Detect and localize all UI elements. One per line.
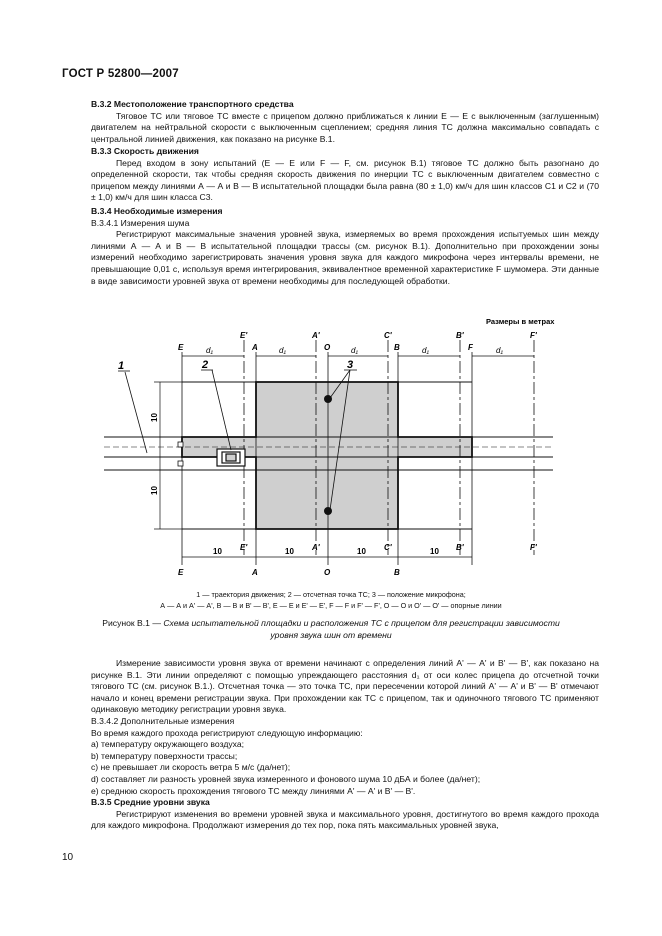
heading-b33: В.3.3 Скорость движения [91,146,199,156]
figure-legend [62,590,600,611]
vehicle-reference-point [217,449,245,466]
dim-10-4: 10 [430,547,439,556]
page-header: ГОСТ Р 52800—2007 [62,68,179,80]
d1-label-5: d₁ [496,346,503,355]
heading-b32: В.3.2 Местоположение транспортного средства [91,99,294,109]
marker-E-upper [178,442,183,447]
dim-10-2: 10 [285,547,294,556]
label-bottom-B-prime: B' [456,543,464,552]
caption-line-2: уровня звука шин от времени [270,629,392,640]
label-bottom-B: B [394,568,400,577]
text-b33: Перед входом в зону испытаний (Е — Е или F — F, см. рисунок В.1) тяговое ТС должно быть разогнано до определенной скорости, так чтобы средняя скорость движения по инерции ТС с выключенным двигателем совместно с прицепом между линиями А — А и В — В испытательной площадки была равна (80 ± 1,0) км/ч для шин классов С1 и С2 и (70 ± 1,0) км/ч для шин класса С3. [91,157,599,203]
text-b32: Тяговое ТС или тяговое ТС вместе с прицепом должно приближаться к линии Е — Е с выключенным (заглушенным) двигателем на нейтральной скорости с выключенным сцеплением; средняя линия ТС должна максимально совпадать с центральной линией движения, как показано на рисунке В.1. [91,110,599,144]
label-bottom-E-prime: E' [240,543,248,552]
label-top-A-prime: A' [312,331,320,340]
figure-caption [62,618,600,641]
list-item-b: b) температуру поверхности трассы; [91,750,238,761]
label-bottom-F-prime: F' [530,543,537,552]
label-bottom-C-prime: C' [384,543,392,552]
text-b342-intro: Во время каждого прохода регистрируют следующую информацию: [91,727,363,738]
section-b32 [91,99,599,145]
d1-label-2: d₁ [279,346,286,355]
label-bottom-O: O [324,568,331,577]
label-top-C-prime: C' [384,331,392,340]
microphone-lower [324,507,332,515]
subheading-b341: В.3.4.1 Измерения шума [91,217,190,228]
label-top-B-prime: B' [456,331,464,340]
label-top-E-prime: E' [240,331,248,340]
text-b341: Регистрируют максимальные значения уровней звука, измеряемых во время прохождения испытуемых шин между линиями А — А и В — В испытательной площадки трассы (см. рисунок В.1). Дополнительно при прохождении зоны измерений необходимо зарегистрировать значения уровня звука для каждого микрофона через интервалы времени, не превышающие 0,01 с, используя время интегрирования, эквивалентное временной характеристике F шумомера. Эти данные в виде зависимости уровней звука от времени необходимы для последующей обработки. [91,229,599,286]
dim-10-1: 10 [213,547,222,556]
heading-b35: В.3.5 Средние уровни звука [91,797,210,808]
list-item-c: c) не превышает ли скорость ветра 5 м/с (да/нет); [91,762,291,773]
subheading-b342: В.3.4.2 Дополнительные измерения [91,715,235,726]
heading-b34: В.3.4 Необходимые измерения [91,206,223,216]
label-top-A: A [252,343,258,352]
callout-3: 3 [347,359,354,371]
section-b33 [91,146,599,204]
legend-line-1: 1 — траектория движения; 2 — отсчетная точка ТС; 3 — положение микрофона; [196,590,466,599]
figure-b1-diagram [0,310,662,590]
label-top-F: F [468,343,473,352]
caption-line-1: Схема испытательной площадки и расположения ТС с прицепом для регистрации зависимости [163,618,560,628]
dim-10-vertical-lower: 10 [150,486,159,495]
section-after-figure [91,658,599,832]
list-item-e: e) среднюю скорость прохождения тягового ТС между линиями А' — А' и В' — В'. [91,785,416,796]
label-bottom-A: A [252,568,258,577]
callout-1-line [125,372,147,453]
list-item-d: d) составляет ли разность уровней звука измеренного и фонового шума 10 дБА и более (да/нет); [91,773,481,784]
dimensions-note: Размеры в метрах [486,317,555,326]
d1-label-3: d₁ [351,346,358,355]
list-item-a: a) температуру окружающего воздуха; [91,739,244,750]
d1-label-1: d₁ [206,346,213,355]
label-top-F-prime: F' [530,331,537,340]
text-b35: Регистрируют изменения во времени уровней звука и максимального уровня, достигнутого во время каждого прохода для каждого микрофона. Продолжают измерения до тех пор, пока пять максимальных уровней звука, [91,808,599,831]
label-top-O: O [324,343,331,352]
callout-2: 2 [202,359,209,371]
d1-labels [206,346,503,355]
dim-10-vertical-upper: 10 [150,413,159,422]
dim-10-3: 10 [357,547,366,556]
marker-E-lower [178,461,183,466]
section-b34 [91,206,599,287]
label-top-E: E [178,343,184,352]
label-bottom-E: E [178,568,184,577]
legend-line-2: А — А и А' — А', В — В и В' — В', Е — Е и Е' — Е', F — F и F' — F', О — О и О' — О' — опорные линии [160,600,502,610]
label-top-B: B [394,343,400,352]
page-number: 10 [62,852,74,863]
callout-1: 1 [118,360,125,372]
text-after-figure: Измерение зависимости уровня звука от времени начинают с определения линий А' — А' и В' — В', как показано на рисунке В.1. Эти линии определяют с помощью упреждающего расстояния d₁ от оси колес прицепа до отсчетной точки тягового ТС (см. рисунок В.1.). Отсчетная точка — это точка ТС, при пересечении которой линий А' — А' и В' — В' отмечают начало и конец времени регистрации звука. При прохождении как ТС с прицепом, так и одиночного тягового ТС применяют одинаковую методику регистрации уровня звука. [91,658,599,715]
d1-label-4: d₁ [422,346,429,355]
caption-prefix: Рисунок В.1 — [102,618,164,628]
label-bottom-A-prime: A' [312,543,320,552]
